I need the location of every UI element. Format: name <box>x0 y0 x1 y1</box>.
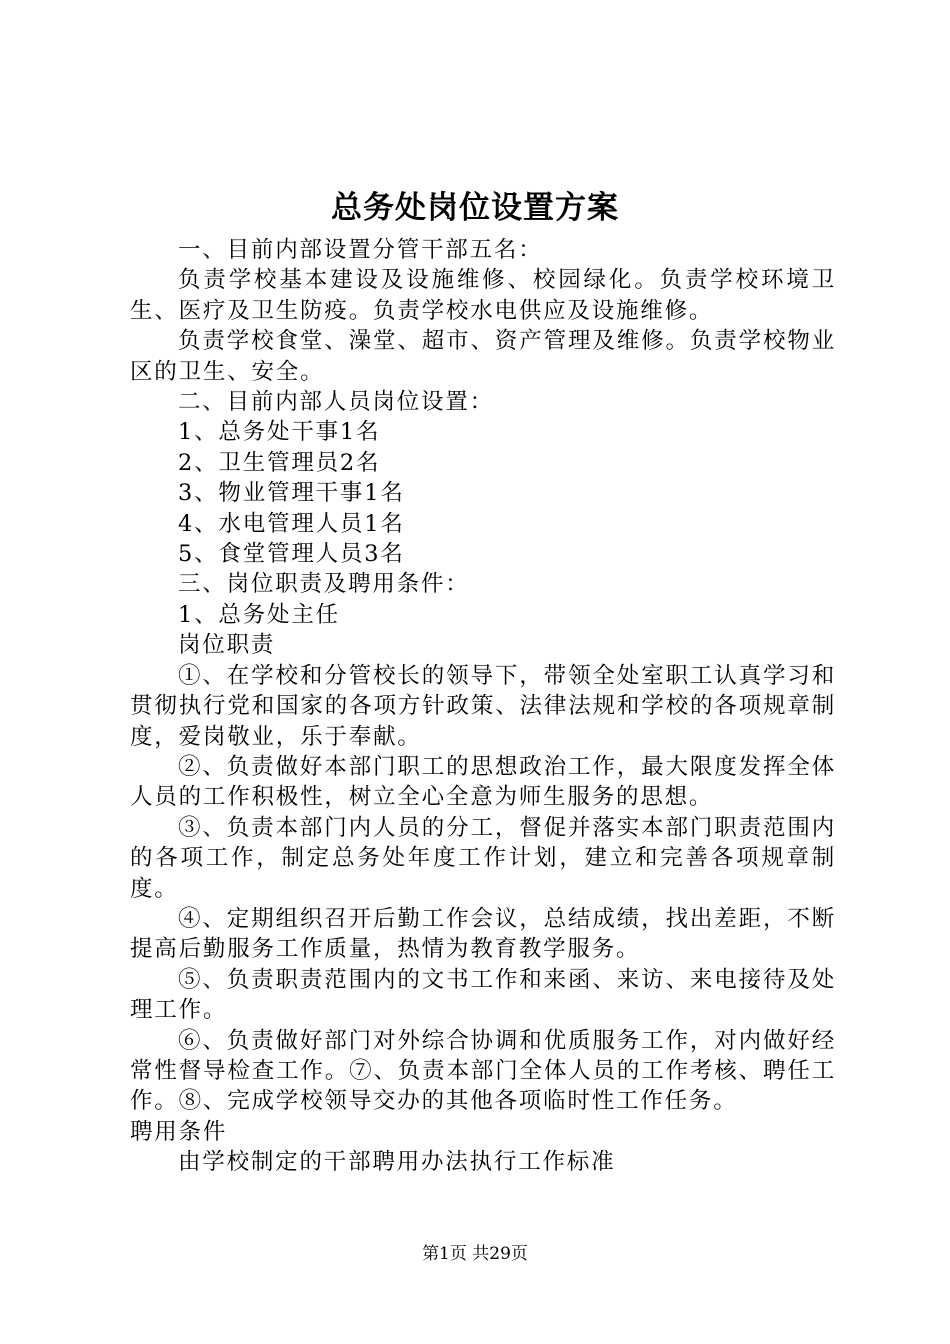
paragraph: 二、目前内部人员岗位设置： <box>178 389 494 416</box>
page-footer: 第1页 共29页 <box>422 1244 528 1264</box>
document-title: 总务处岗位设置方案 <box>331 190 619 226</box>
document-body <box>130 235 836 1178</box>
duty-item: ⑥、负责做好部门对外综合协调和优质服务工作，对内做好经常性督导检查工作。⑦、负责本部门全体人员的工作考核、聘任工作。⑧、完成学校领导交办的其他各项临时性工作任务。 <box>130 1027 836 1115</box>
list-item: 3、物业管理干事1名 <box>178 480 405 507</box>
duty-item: ②、负责做好本部门职工的思想政治工作，最大限度发挥全体人员的工作积极性，树立全心全意为师生服务的思想。 <box>130 753 836 811</box>
subsection-heading: 岗位职责 <box>178 632 276 659</box>
duty-item: ①、在学校和分管校长的领导下，带领全处室职工认真学习和贯彻执行党和国家的各项方针政策、法律法规和学校的各项规章制度，爱岗敬业，乐于奉献。 <box>130 662 836 750</box>
duty-item: ④、定期组织召开后勤工作会议，总结成绩，找出差距，不断提高后勤服务工作质量，热情为教育教学服务。 <box>130 905 836 963</box>
paragraph: 负责学校基本建设及设施维修、校园绿化。负责学校环境卫生、医疗及卫生防疫。负责学校水电供应及设施维修。 <box>130 267 836 324</box>
list-item: 5、食堂管理人员3名 <box>178 541 405 568</box>
duty-item: ⑤、负责职责范围内的文书工作和来函、来访、来电接待及处理工作。 <box>130 966 836 1024</box>
list-item: 1、总务处干事1名 <box>178 419 381 446</box>
section-heading: 三、岗位职责及聘用条件： <box>178 571 470 598</box>
subsection-heading: 1、总务处主任 <box>178 601 340 628</box>
subsection-heading: 聘用条件 <box>130 1118 228 1145</box>
paragraph: 由学校制定的干部聘用办法执行工作标准 <box>178 1149 616 1176</box>
paragraph: 负责学校食堂、澡堂、超市、资产管理及维修。负责学校物业区的卫生、安全。 <box>130 328 836 385</box>
list-item: 4、水电管理人员1名 <box>178 510 405 537</box>
list-item: 2、卫生管理员2名 <box>178 449 381 476</box>
paragraph: 一、目前内部设置分管干部五名： <box>178 237 543 263</box>
duty-item: ③、负责本部门内人员的分工，督促并落实本部门职责范围内的各项工作，制定总务处年度工作计划，建立和完善各项规章制度。 <box>130 814 836 902</box>
